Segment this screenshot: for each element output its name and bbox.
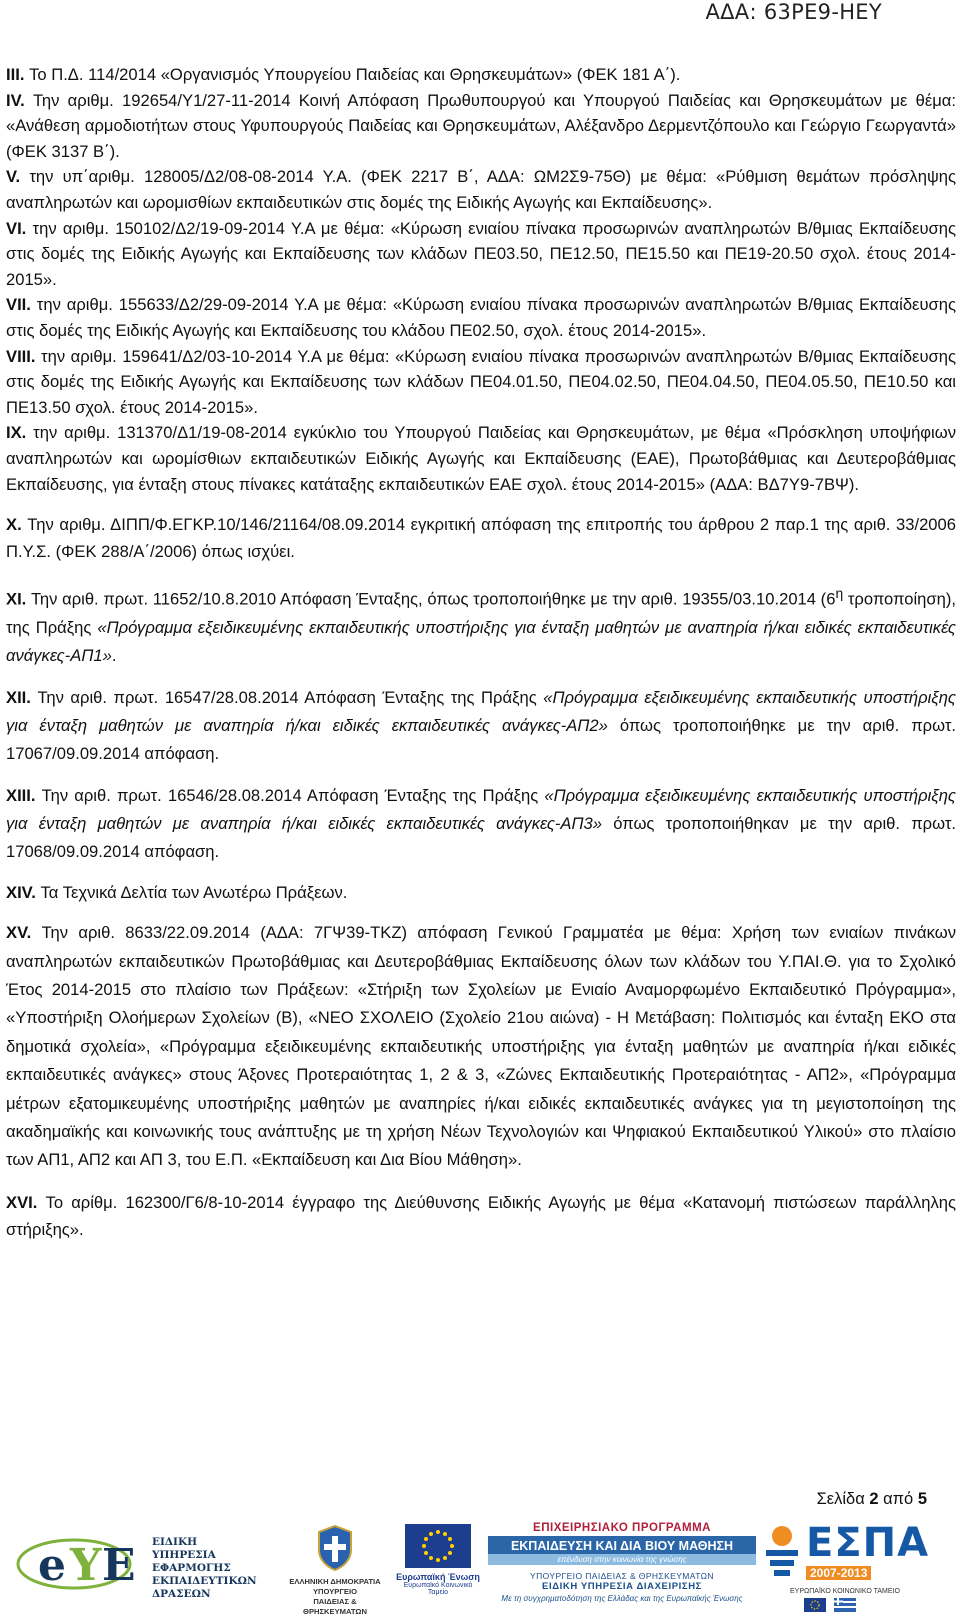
eye-mark-icon — [12, 1532, 136, 1592]
paragraph-ix: IX. την αριθμ. 131370/Δ1/19-08-2014 εγκύκλιο του Υπουργού Παιδείας και Θρησκευμάτων, με θέμα «Πρόσκληση υποψήφιων αναπληρωτών και ωρομίσθιων εκπαιδευτικών Ειδικής Αγωγής και Εκπαίδευσης (ΕΑΕ), Πρωτοβάθμιας και Δευτεροβάθμιας Εκπαίδευσης, για ένταξη στους πίνακες κατάταξης εκπαιδευτικών ΕΑΕ σχολ. έτους 2014-2015» (ΑΔΑ: ΒΔ7Υ9-7ΒΨ). — [6, 423, 956, 494]
hellenic-republic-logo: ΕΛΛΗΝΙΚΗ ΔΗΜΟΚΡΑΤΙΑ ΥΠΟΥΡΓΕΙΟ ΠΑΙΔΕΙΑΣ & ΘΡΗΣΚΕΥΜΑΤΩΝ — [285, 1524, 385, 1619]
ada-code: ΑΔΑ: 63ΡΕ9-ΗΕΥ — [705, 0, 882, 24]
paragraph-v: V. την υπ΄αριθμ. 128005/Δ2/08-08-2014 Υ.Α. (ΦΕΚ 2217 Β΄, ΑΔΑ: ΩΜ2Σ9-75Θ) με θέμα: «Ρύθμιση θεμάτων πρόσληψης αναπληρωτών και ωρομισθίων εκπαιδευτικών στις δομές της Ειδικής Αγωγής και Εκπαίδευσης». — [6, 167, 956, 212]
paragraph-xv: XV. Την αριθ. 8633/22.09.2014 (ΑΔΑ: 7ΓΨ39-ΤΚΖ) απόφαση Γενικού Γραμματέα με θέμα: Χρήση των ενιαίων πινάκων αναπληρωτών εκπαιδευτικών Πρωτοβάθμιας και Δευτεροβάθμιας Εκπαίδευσης όλων των κλάδων του Υ.ΠΑΙ.Θ. για το Σχολικό Έτος 2014-2015 στο πλαίσιο των Πράξεων: «Στήριξη των Σχολείων με Ενιαίο Αναμορφωμένο Εκπαιδευτικό Πρόγραμμα», «Υποστήριξη Ολοήμερων Σχολείων (Β), «ΝΕΟ ΣΧΟΛΕΙΟ (Σχολείο 21ου αιώνα) - Η Μετάβαση: Πολιτισμός και ένταξη ΕΚΟ στα δημοτικά σχολεία», «Πρόγραμμα εξειδικευμένης εκπαιδευτικής υποστήριξης για ένταξη μαθητών με αναπηρία ή/και ειδικές εκπαιδευτικές ανάγκες» στους Άξονες Προτεραιότητας 1, 2 & 3, «Ζώνες Εκπαιδευτικής Προτεραιότητας - ΑΠ2», «Πρόγραμμα μέτρων εξατομικευμένης υποστήριξης μαθητών με αναπηρίες ή/και ειδικές εκπαιδευτικές ανάγκες για τη μεγιστοποίηση της ακαδημαϊκής και κοινωνικής τους ανάπτυξης με τη χρήση Νέων Τεχνολογιών και Ψηφιακού Εκπαιδευτικού Υλικού» στο πλαίσιο των ΑΠ1, ΑΠ2 και ΑΠ 3, του Ε.Π. «Εκπαίδευση και Δια Βίου Μάθηση». — [6, 923, 956, 1170]
espa-logo: ΕΣΠΑ 2007-2013 ΕΥΡΩΠΑΪΚΟ ΚΟΙΝΩΝΙΚΟ ΤΑΜΕΙΟ — [760, 1522, 952, 1617]
paragraph-x: X. Την αριθμ. ΔΙΠΠ/Φ.ΕΓΚΡ.10/146/21164/08.09.2014 εγκριτική απόφαση της επιτροπής του άρθρου 2 παρ.1 της αριθ. 33/2006 Π.Υ.Σ. (ΦΕΚ 288/Α΄/2006) όπως ισχύει. — [6, 515, 956, 562]
svg-text:Y: Y — [70, 1540, 102, 1591]
espa-mark-icon — [760, 1522, 804, 1582]
greek-emblem-icon — [315, 1524, 355, 1572]
svg-text:E: E — [102, 1540, 136, 1591]
paragraph-vii: VII. την αριθμ. 155633/Δ2/29-09-2014 Υ.Α με θέμα: «Κύρωση ενιαίου πίνακα προσωρινών αναπληρωτών Β/θμιας Εκπαίδευσης στις δομές της Ειδικής Αγωγής και Εκπαίδευσης του κλάδου ΠΕ02.50, σχολ. έτους 2014-2015». — [6, 295, 956, 340]
paragraph-xi: XI. Την αριθ. πρωτ. 11652/10.8.2010 Απόφαση Ένταξης, όπως τροποποιήθηκε με την αριθ. 19355/03.10.2014 ($6^\eta$ τροποποίηση), της Πράξης «Πρόγραμμα εξειδικευμένης εκπαιδευτικής υποστήριξης για ένταξη μαθητών με αναπηρία ή/και ειδικές εκπαιδευτικές ανάγκες-ΑΠ1». — [6, 585, 956, 665]
document-body — [6, 62, 956, 1243]
eyede-logo — [8, 1526, 258, 1618]
page-number: Σελίδα 2 από 5 — [816, 1490, 927, 1508]
paragraph-iii: III. Το Π.Δ. 114/2014 «Οργανισμός Υπουργείου Παιδείας και Θρησκευμάτων» (ΦΕΚ 181 Α΄). — [6, 65, 681, 84]
eu-flag-icon — [405, 1524, 471, 1568]
edulll-program-logo: ΕΠΙΧΕΙΡΗΣΙΑΚΟ ΠΡΟΓΡΑΜΜΑ ΕΚΠΑΙΔΕΥΣΗ ΚΑΙ ΔΙΑ ΒΙΟΥ ΜΑΘΗΣΗ επένδυση στην κοινωνία της γνώσης ΥΠΟΥΡΓΕΙΟ ΠΑΙΔΕΙΑΣ & ΘΡΗΣΚΕΥΜΑΤΩΝ ΕΙΔΙΚΗ ΥΠΗΡΕΣΙΑ ΔΙΑΧΕΙΡΙΣΗΣ Με τη συγχρηματοδότηση της Ελλάδας και της Ευρωπαϊκής Ένωσης — [488, 1522, 756, 1617]
paragraph-xiv: XIV. Τα Τεχνικά Δελτία των Ανωτέρω Πράξεων. — [6, 882, 348, 902]
paragraph-xiii: XIII. Την αριθ. πρωτ. 16546/28.08.2014 Απόφαση Ένταξης της Πράξης «Πρόγραμμα εξειδικευμένης εκπαιδευτικής υποστήριξης για ένταξη μαθητών με αναπηρία ή/και ειδικές εκπαιδευτικές ανάγκες-ΑΠ3» όπως τροποποιήθηκαν με την αριθ. πρωτ. 17068/09.09.2014 απόφαση. — [6, 785, 957, 861]
paragraph-xii: XII. Την αριθ. πρωτ. 16547/28.08.2014 Απόφαση Ένταξης της Πράξης «Πρόγραμμα εξειδικευμένης εκπαιδευτικής υποστήριξης για ένταξη μαθητών με αναπηρία ή/και ειδικές εκπαιδευτικές ανάγκες-ΑΠ2» όπως τροποποιήθηκε με την αριθ. πρωτ. 17067/09.09.2014 απόφαση. — [6, 687, 956, 763]
flags-icon — [804, 1598, 914, 1612]
svg-text:e: e — [38, 1540, 66, 1591]
eu-logo: Ευρωπαϊκή Ένωση Ευρωπαϊκό Κοινωνικό Ταμείο — [395, 1524, 481, 1619]
footer-logos — [0, 1520, 960, 1621]
paragraph-vi: VI. την αριθμ. 150102/Δ2/19-09-2014 Υ.Α με θέμα: «Κύρωση ενιαίου πίνακα προσωρινών αναπληρωτών Β/θμιας Εκπαίδευσης στις δομές της Ειδικής Αγωγής και Εκπαίδευσης των κλάδων ΠΕ03.50, ΠΕ12.50, ΠΕ15.50 και ΠΕ19-20.50 σχολ. έτους 2014-2015». — [6, 218, 956, 289]
paragraph-xvi: XVI. Το αρίθμ. 162300/Γ6/8-10-2014 έγγραφο της Διεύθυνσης Ειδικής Αγωγής με θέμα «Κατανομή πιστώσεων παράλληλης στήριξης». — [6, 1192, 956, 1239]
eyede-text: ΕΙΔΙΚΗ ΥΠΗΡΕΣΙΑ ΕΦΑΡΜΟΓΗΣ ΕΚΠΑΙΔΕΥΤΙΚΩΝ ΔΡΑΣΕΩΝ — [152, 1536, 257, 1600]
paragraph-iv: IV. Την αριθμ. 192654/Υ1/27-11-2014 Κοινή Απόφαση Πρωθυπουργού και Υπουργού Παιδείας και Θρησκευμάτων με θέμα: «Ανάθεση αρμοδιοτήτων στους Υφυπουργούς Παιδείας και Θρησκευμάτων, Αλέξανδρο Δερμεντζόπουλο και Γεώργιο Γεωργαντά» (ΦΕΚ 3137 Β΄). — [6, 90, 956, 161]
paragraph-viii: VIII. την αριθμ. 159641/Δ2/03-10-2014 Υ.Α με θέμα: «Κύρωση ενιαίου πίνακα προσωρινών αναπληρωτών Β/θμιας Εκπαίδευσης στις δομές της Ειδικής Αγωγής και Εκπαίδευσης των κλάδων ΠΕ04.01.50, ΠΕ04.02.50, ΠΕ04.04.50, ΠΕ04.05.50, ΠΕ10.50 και ΠΕ13.50 σχολ. έτους 2014-2015». — [6, 346, 956, 417]
